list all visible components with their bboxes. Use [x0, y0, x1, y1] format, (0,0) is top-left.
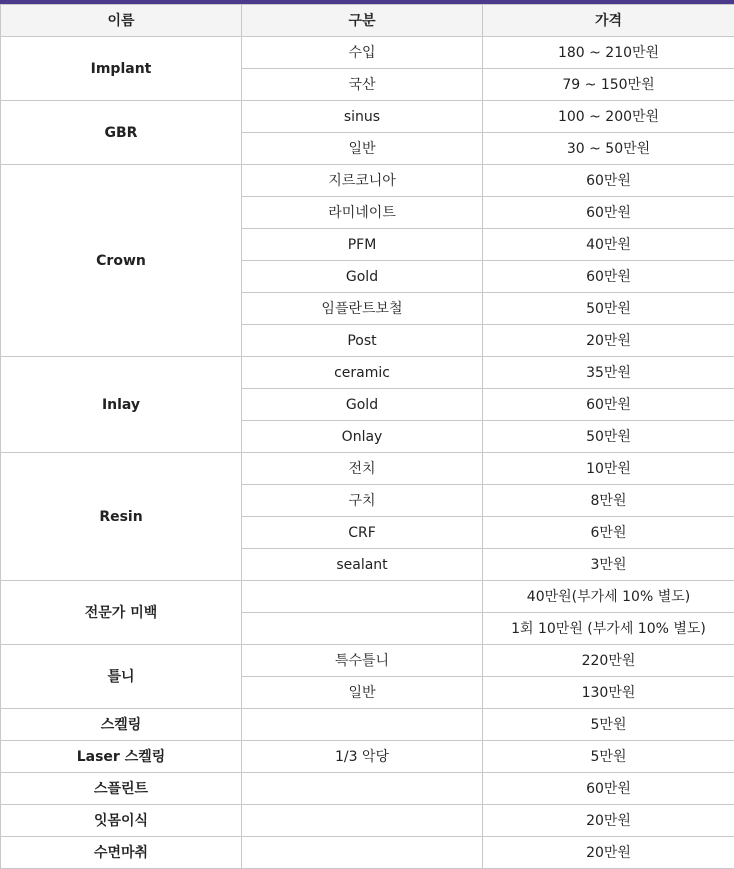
header-price: 가격	[483, 5, 734, 37]
category-cell: 일반	[242, 677, 483, 709]
table-row	[1, 709, 734, 741]
price-cell: 40만원(부가세 10% 별도)	[483, 581, 734, 613]
price-cell: 220만원	[483, 645, 734, 677]
category-cell: 구치	[242, 485, 483, 517]
category-cell: Post	[242, 325, 483, 357]
category-cell	[242, 837, 483, 869]
header-row	[1, 5, 734, 37]
item-name-cell: Crown	[1, 165, 242, 357]
category-cell: Gold	[242, 261, 483, 293]
price-cell: 180 ~ 210만원	[483, 37, 734, 69]
category-cell: 라미네이트	[242, 197, 483, 229]
price-cell: 35만원	[483, 357, 734, 389]
price-cell: 6만원	[483, 517, 734, 549]
table-row	[1, 101, 734, 133]
price-cell: 50만원	[483, 293, 734, 325]
header-name: 이름	[1, 5, 242, 37]
price-cell: 50만원	[483, 421, 734, 453]
item-name-cell: Inlay	[1, 357, 242, 453]
category-cell: 수입	[242, 37, 483, 69]
table-row	[1, 581, 734, 613]
price-cell: 30 ~ 50만원	[483, 133, 734, 165]
category-cell: 지르코니아	[242, 165, 483, 197]
table-body	[1, 37, 734, 869]
category-cell: 임플란트보철	[242, 293, 483, 325]
item-name-cell: Laser 스켈링	[1, 741, 242, 773]
price-cell: 8만원	[483, 485, 734, 517]
price-cell: 1회 10만원 (부가세 10% 별도)	[483, 613, 734, 645]
item-name-cell: Resin	[1, 453, 242, 581]
item-name-cell: GBR	[1, 101, 242, 165]
category-cell	[242, 581, 483, 613]
header-category: 구분	[242, 5, 483, 37]
category-cell: Gold	[242, 389, 483, 421]
item-name-cell: 틀니	[1, 645, 242, 709]
price-cell: 20만원	[483, 837, 734, 869]
table-row	[1, 645, 734, 677]
price-cell: 79 ~ 150만원	[483, 69, 734, 101]
category-cell: Onlay	[242, 421, 483, 453]
price-cell: 20만원	[483, 805, 734, 837]
price-cell: 60만원	[483, 197, 734, 229]
table-row	[1, 773, 734, 805]
category-cell: 국산	[242, 69, 483, 101]
table-row	[1, 837, 734, 869]
table-row	[1, 741, 734, 773]
item-name-cell: 수면마취	[1, 837, 242, 869]
item-name-cell: 스플린트	[1, 773, 242, 805]
table-row	[1, 805, 734, 837]
item-name-cell: 스켈링	[1, 709, 242, 741]
table-row	[1, 37, 734, 69]
item-name-cell: 잇몸이식	[1, 805, 242, 837]
category-cell: PFM	[242, 229, 483, 261]
price-cell: 60만원	[483, 165, 734, 197]
category-cell: 1/3 악당	[242, 741, 483, 773]
table-row	[1, 357, 734, 389]
category-cell: ceramic	[242, 357, 483, 389]
item-name-cell: 전문가 미백	[1, 581, 242, 645]
category-cell	[242, 805, 483, 837]
category-cell: sealant	[242, 549, 483, 581]
price-cell: 10만원	[483, 453, 734, 485]
price-cell: 130만원	[483, 677, 734, 709]
category-cell	[242, 709, 483, 741]
category-cell: 전치	[242, 453, 483, 485]
category-cell	[242, 613, 483, 645]
price-cell: 5만원	[483, 709, 734, 741]
item-name-cell: Implant	[1, 37, 242, 101]
category-cell: 특수틀니	[242, 645, 483, 677]
price-table	[0, 4, 734, 869]
category-cell: 일반	[242, 133, 483, 165]
price-cell: 60만원	[483, 773, 734, 805]
price-cell: 20만원	[483, 325, 734, 357]
price-cell: 60만원	[483, 389, 734, 421]
price-cell: 60만원	[483, 261, 734, 293]
category-cell	[242, 773, 483, 805]
price-cell: 3만원	[483, 549, 734, 581]
price-cell: 100 ~ 200만원	[483, 101, 734, 133]
table-row	[1, 165, 734, 197]
category-cell: CRF	[242, 517, 483, 549]
table-row	[1, 453, 734, 485]
price-cell: 40만원	[483, 229, 734, 261]
category-cell: sinus	[242, 101, 483, 133]
price-cell: 5만원	[483, 741, 734, 773]
